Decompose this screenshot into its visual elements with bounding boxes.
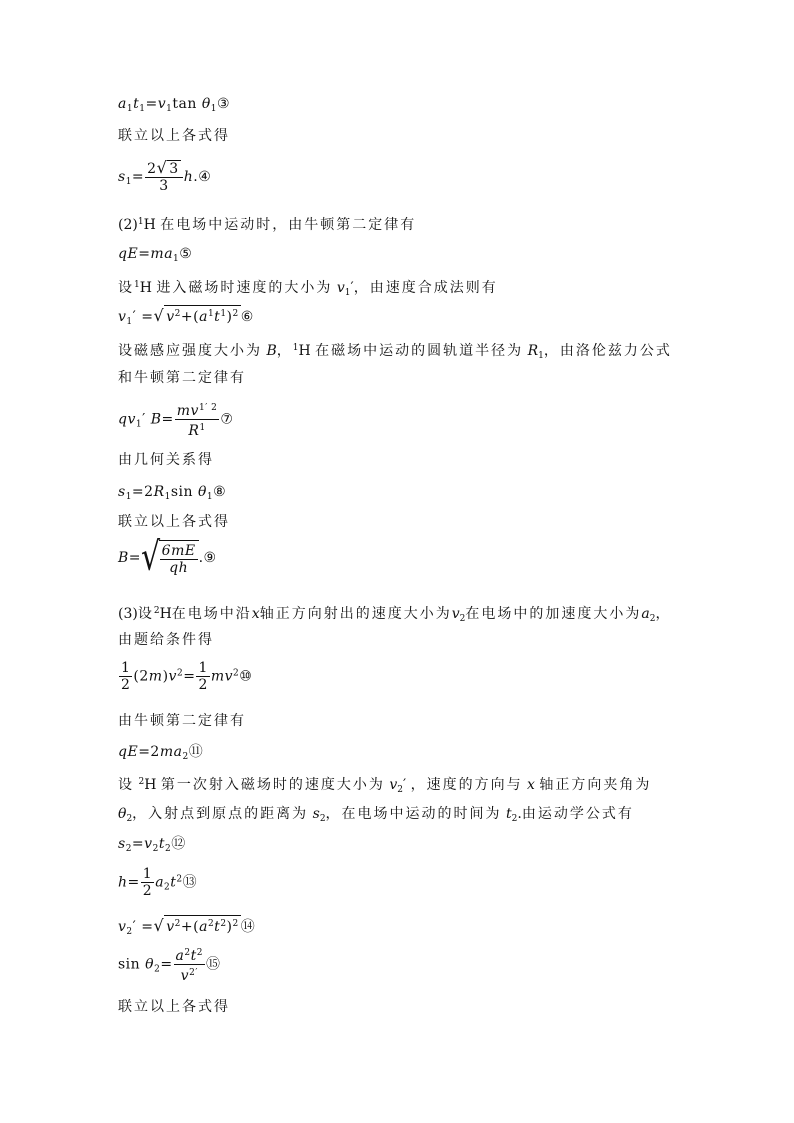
marker-7: ⑦: [220, 411, 234, 428]
text-l20-a: 设: [118, 777, 134, 793]
equation-14: $v_2'$ =√ $v^2+(a^2t^2)^2$ ⑭: [118, 916, 256, 937]
text-lianli-1: 联立以上各式得: [118, 128, 230, 144]
text-l15-d: 在电场中的加速度大小为: [465, 606, 642, 622]
text-newton-2: 由牛顿第二定律有: [118, 713, 246, 729]
marker-15: ⑮: [206, 956, 221, 973]
marker-14: ⑭: [240, 919, 256, 935]
text-l06-b: 进入磁场时速度的大小为: [156, 280, 333, 296]
text-given-condition: 由题给条件得: [118, 632, 214, 648]
text-l20-c: ，速度的方向与: [410, 777, 523, 793]
equation-9: B=√ $\frac{6mE}{qh}$ .⑨: [118, 534, 217, 581]
text-magnetic-1: 设磁感应强度大小为 B，$^1$H 在磁场中运动的圆轨道半径为 $R_1$，由洛伦兹力公式: [118, 343, 672, 361]
text-l20-b: 第一次射入磁场时的速度大小为: [160, 777, 385, 793]
text-l21-a: ，入射点到原点的距离为: [132, 806, 309, 822]
equation-3: $a_1t_1=v_1\tan$ $\theta_1③$: [118, 96, 231, 114]
marker-13: ⑬: [182, 874, 198, 891]
text-l21-c: 由运动学公式有: [521, 806, 634, 822]
text-l15-e: ，: [655, 606, 672, 622]
text-l08-c: 在磁场中运动的圆轨道半径为: [315, 343, 524, 359]
marker-4: ④: [198, 169, 212, 185]
text-l08-d: ，由洛伦兹力公式: [543, 343, 672, 359]
text-l06-c: ，由速度合成法则有: [353, 280, 498, 296]
text-l15-c: 轴正方向射出的速度大小为: [259, 606, 452, 622]
text-velocity-1: 设$^1$H 进入磁场时速度的大小为 $v_1'$，由速度合成法则有: [118, 280, 498, 298]
text-entry-point: $\theta_2$，入射点到原点的距离为 $s_2$，在电场中运动的时间为 $t_2$.由运动学公式有: [118, 806, 634, 824]
equation-4: $s_1=$ $\frac{2√ 3}{3}$ h.④: [118, 158, 212, 194]
text-l08-b: ，: [276, 343, 293, 359]
equation-15: $\sin \theta_2=$ $\frac{a^2t^2}{v^{2'}}$ ⑮: [118, 945, 221, 984]
marker-6: ⑥: [240, 309, 254, 325]
text-l15-a: 设: [137, 606, 154, 622]
marker-8: ⑧: [213, 484, 227, 500]
equation-10: $\frac{1}{2}$ $(2m)v^2=$ $\frac{1}{2}$ $mv^2⑩$: [121, 660, 253, 693]
equation-5: $qE=ma_1⑤$: [118, 246, 193, 264]
marker-10: ⑩: [239, 668, 253, 685]
text-lianli-2: 联立以上各式得: [118, 514, 230, 530]
marker-9: ⑨: [203, 550, 217, 566]
equation-12: $s_2=v_2t_2⑫$: [118, 836, 186, 854]
text-part-2-tail: 在电场中运动时，由牛顿第二定律有: [160, 217, 417, 233]
text-velocity-2: 设 $^2$H 第一次射入磁场时的速度大小为 $v_2'$ ，速度的方向与 x 轴正方向夹角为: [118, 777, 652, 795]
text-l15-b: 在电场中沿: [171, 606, 252, 622]
text-l06-a: 设: [118, 280, 134, 296]
equation-13: h= $\frac{1}{2}$ $a_2t^2⑬$: [118, 866, 198, 899]
text-l21-b: ，在电场中运动的时间为: [325, 806, 502, 822]
equation-8: $s_1=2R_1\sin$ $\theta_1⑧$: [118, 484, 227, 502]
marker-5: ⑤: [179, 246, 193, 262]
text-l20-d: 轴正方向夹角为: [539, 777, 652, 793]
equation-11: $qE=2ma_2⑪$: [118, 744, 204, 762]
text-part-3: (3)设$^2$H在电场中沿x轴正方向射出的速度大小为$v_2$在电场中的加速度大小为$a_2$，: [118, 606, 672, 624]
marker-3: ③: [216, 96, 231, 112]
equation-6: $v_1'$ =√ $v^2+(a^1t^1)^2$ ⑥: [118, 306, 254, 327]
text-l08-a: 设磁感应强度大小为: [118, 343, 262, 359]
text-newton-law: 和牛顿第二定律有: [118, 370, 246, 386]
text-lianli-3: 联立以上各式得: [118, 999, 230, 1015]
text-geometry: 由几何关系得: [118, 452, 214, 468]
marker-12: ⑫: [171, 836, 186, 852]
text-part-2: $(2)^1H$ 在电场中运动时，由牛顿第二定律有: [118, 217, 417, 233]
equation-7: $qv_1'$ B= $\frac{mv^{1' 2}}{R^1}$ ⑦: [118, 400, 233, 439]
marker-11: ⑪: [188, 744, 204, 760]
